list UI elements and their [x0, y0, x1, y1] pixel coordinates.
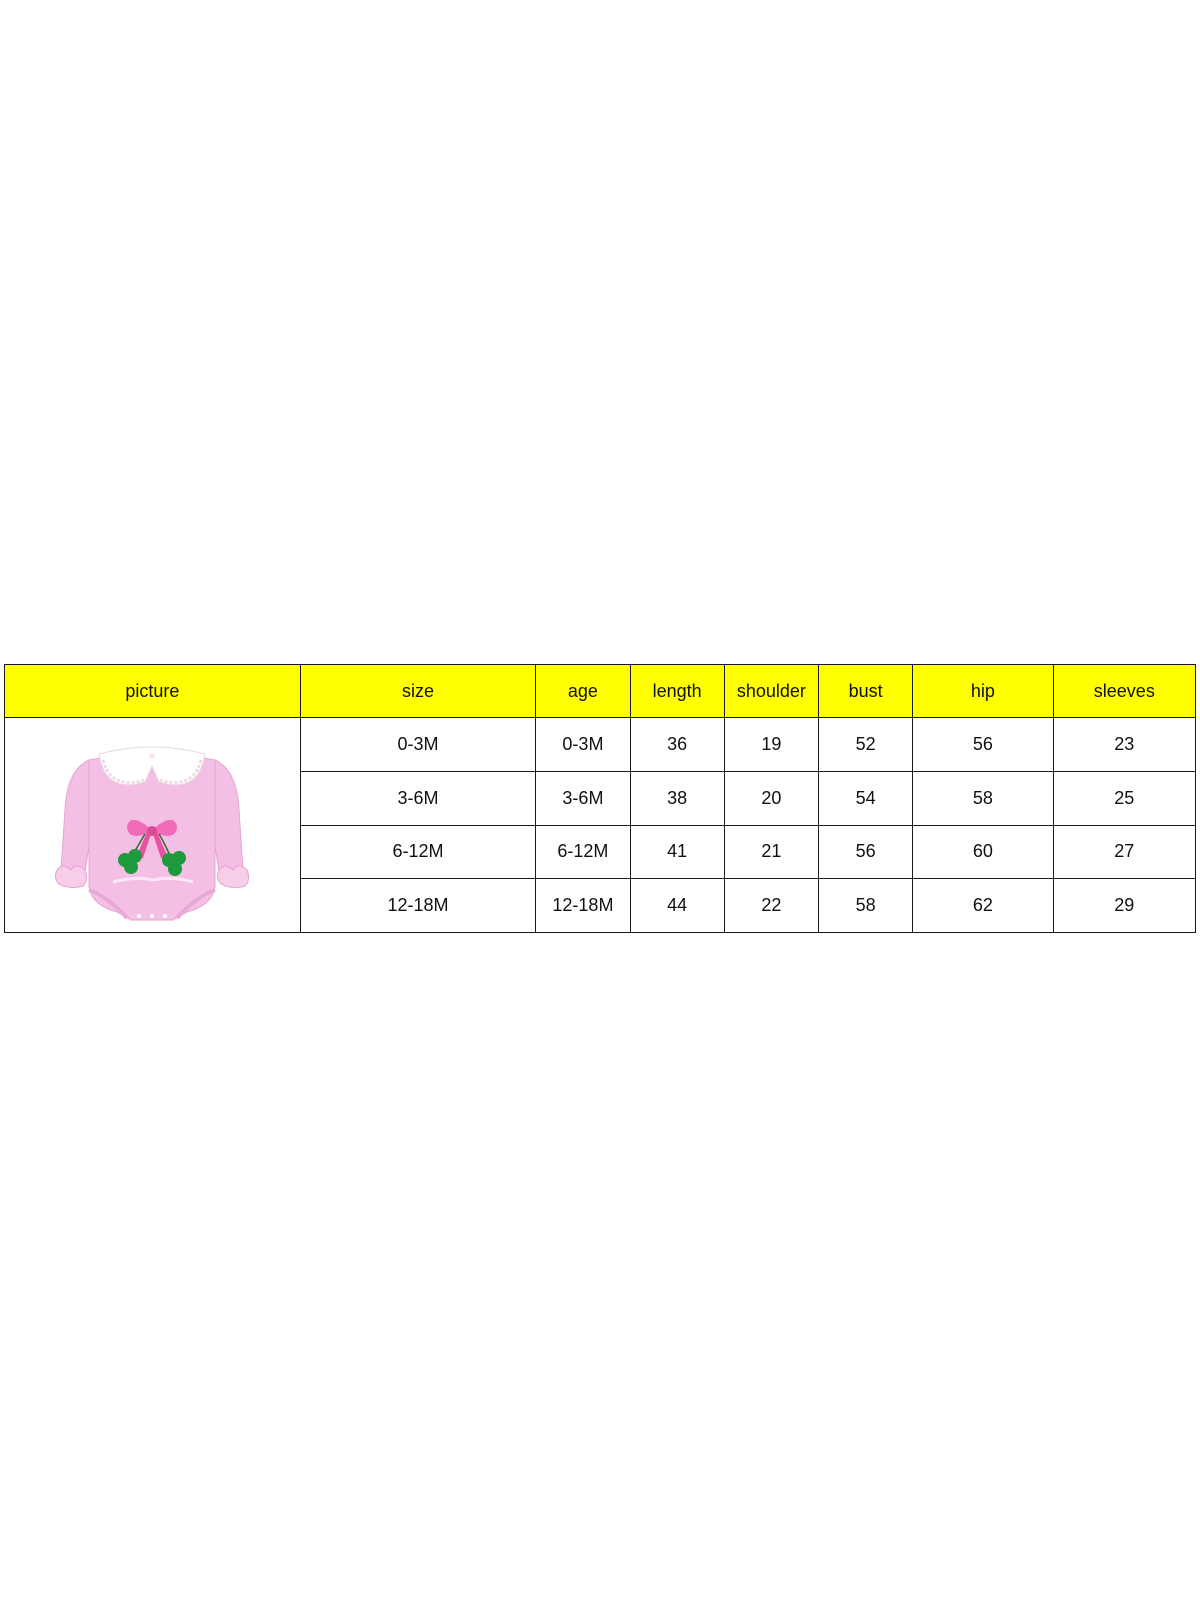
- header-shoulder: shoulder: [724, 665, 818, 718]
- cell-age: 3-6M: [536, 771, 630, 825]
- header-bust: bust: [819, 665, 913, 718]
- cell-bust: 56: [819, 825, 913, 879]
- cell-sleeves: 25: [1053, 771, 1195, 825]
- cell-age: 6-12M: [536, 825, 630, 879]
- cell-sleeves: 23: [1053, 718, 1195, 772]
- pink-romper-image: [5, 718, 300, 932]
- table-row: [5, 718, 1196, 772]
- cell-age: 12-18M: [536, 879, 630, 933]
- cell-length: 44: [630, 879, 724, 933]
- cell-sleeves: 27: [1053, 825, 1195, 879]
- cell-hip: 58: [913, 771, 1053, 825]
- header-size: size: [300, 665, 536, 718]
- cell-size: 6-12M: [300, 825, 536, 879]
- cell-bust: 52: [819, 718, 913, 772]
- header-sleeves: sleeves: [1053, 665, 1195, 718]
- cell-sleeves: 29: [1053, 879, 1195, 933]
- header-row: [5, 665, 1196, 718]
- cell-shoulder: 20: [724, 771, 818, 825]
- cell-size: 3-6M: [300, 771, 536, 825]
- cell-bust: 54: [819, 771, 913, 825]
- cell-hip: 62: [913, 879, 1053, 933]
- cell-shoulder: 19: [724, 718, 818, 772]
- header-age: age: [536, 665, 630, 718]
- header-hip: hip: [913, 665, 1053, 718]
- cell-shoulder: 22: [724, 879, 818, 933]
- cell-length: 38: [630, 771, 724, 825]
- cell-hip: 56: [913, 718, 1053, 772]
- cell-shoulder: 21: [724, 825, 818, 879]
- cell-bust: 58: [819, 879, 913, 933]
- cell-size: 0-3M: [300, 718, 536, 772]
- cell-length: 36: [630, 718, 724, 772]
- product-picture-cell: [5, 718, 301, 933]
- header-picture: picture: [5, 665, 301, 718]
- cell-length: 41: [630, 825, 724, 879]
- cell-size: 12-18M: [300, 879, 536, 933]
- cell-hip: 60: [913, 825, 1053, 879]
- size-chart-table: [4, 664, 1196, 933]
- cell-age: 0-3M: [536, 718, 630, 772]
- header-length: length: [630, 665, 724, 718]
